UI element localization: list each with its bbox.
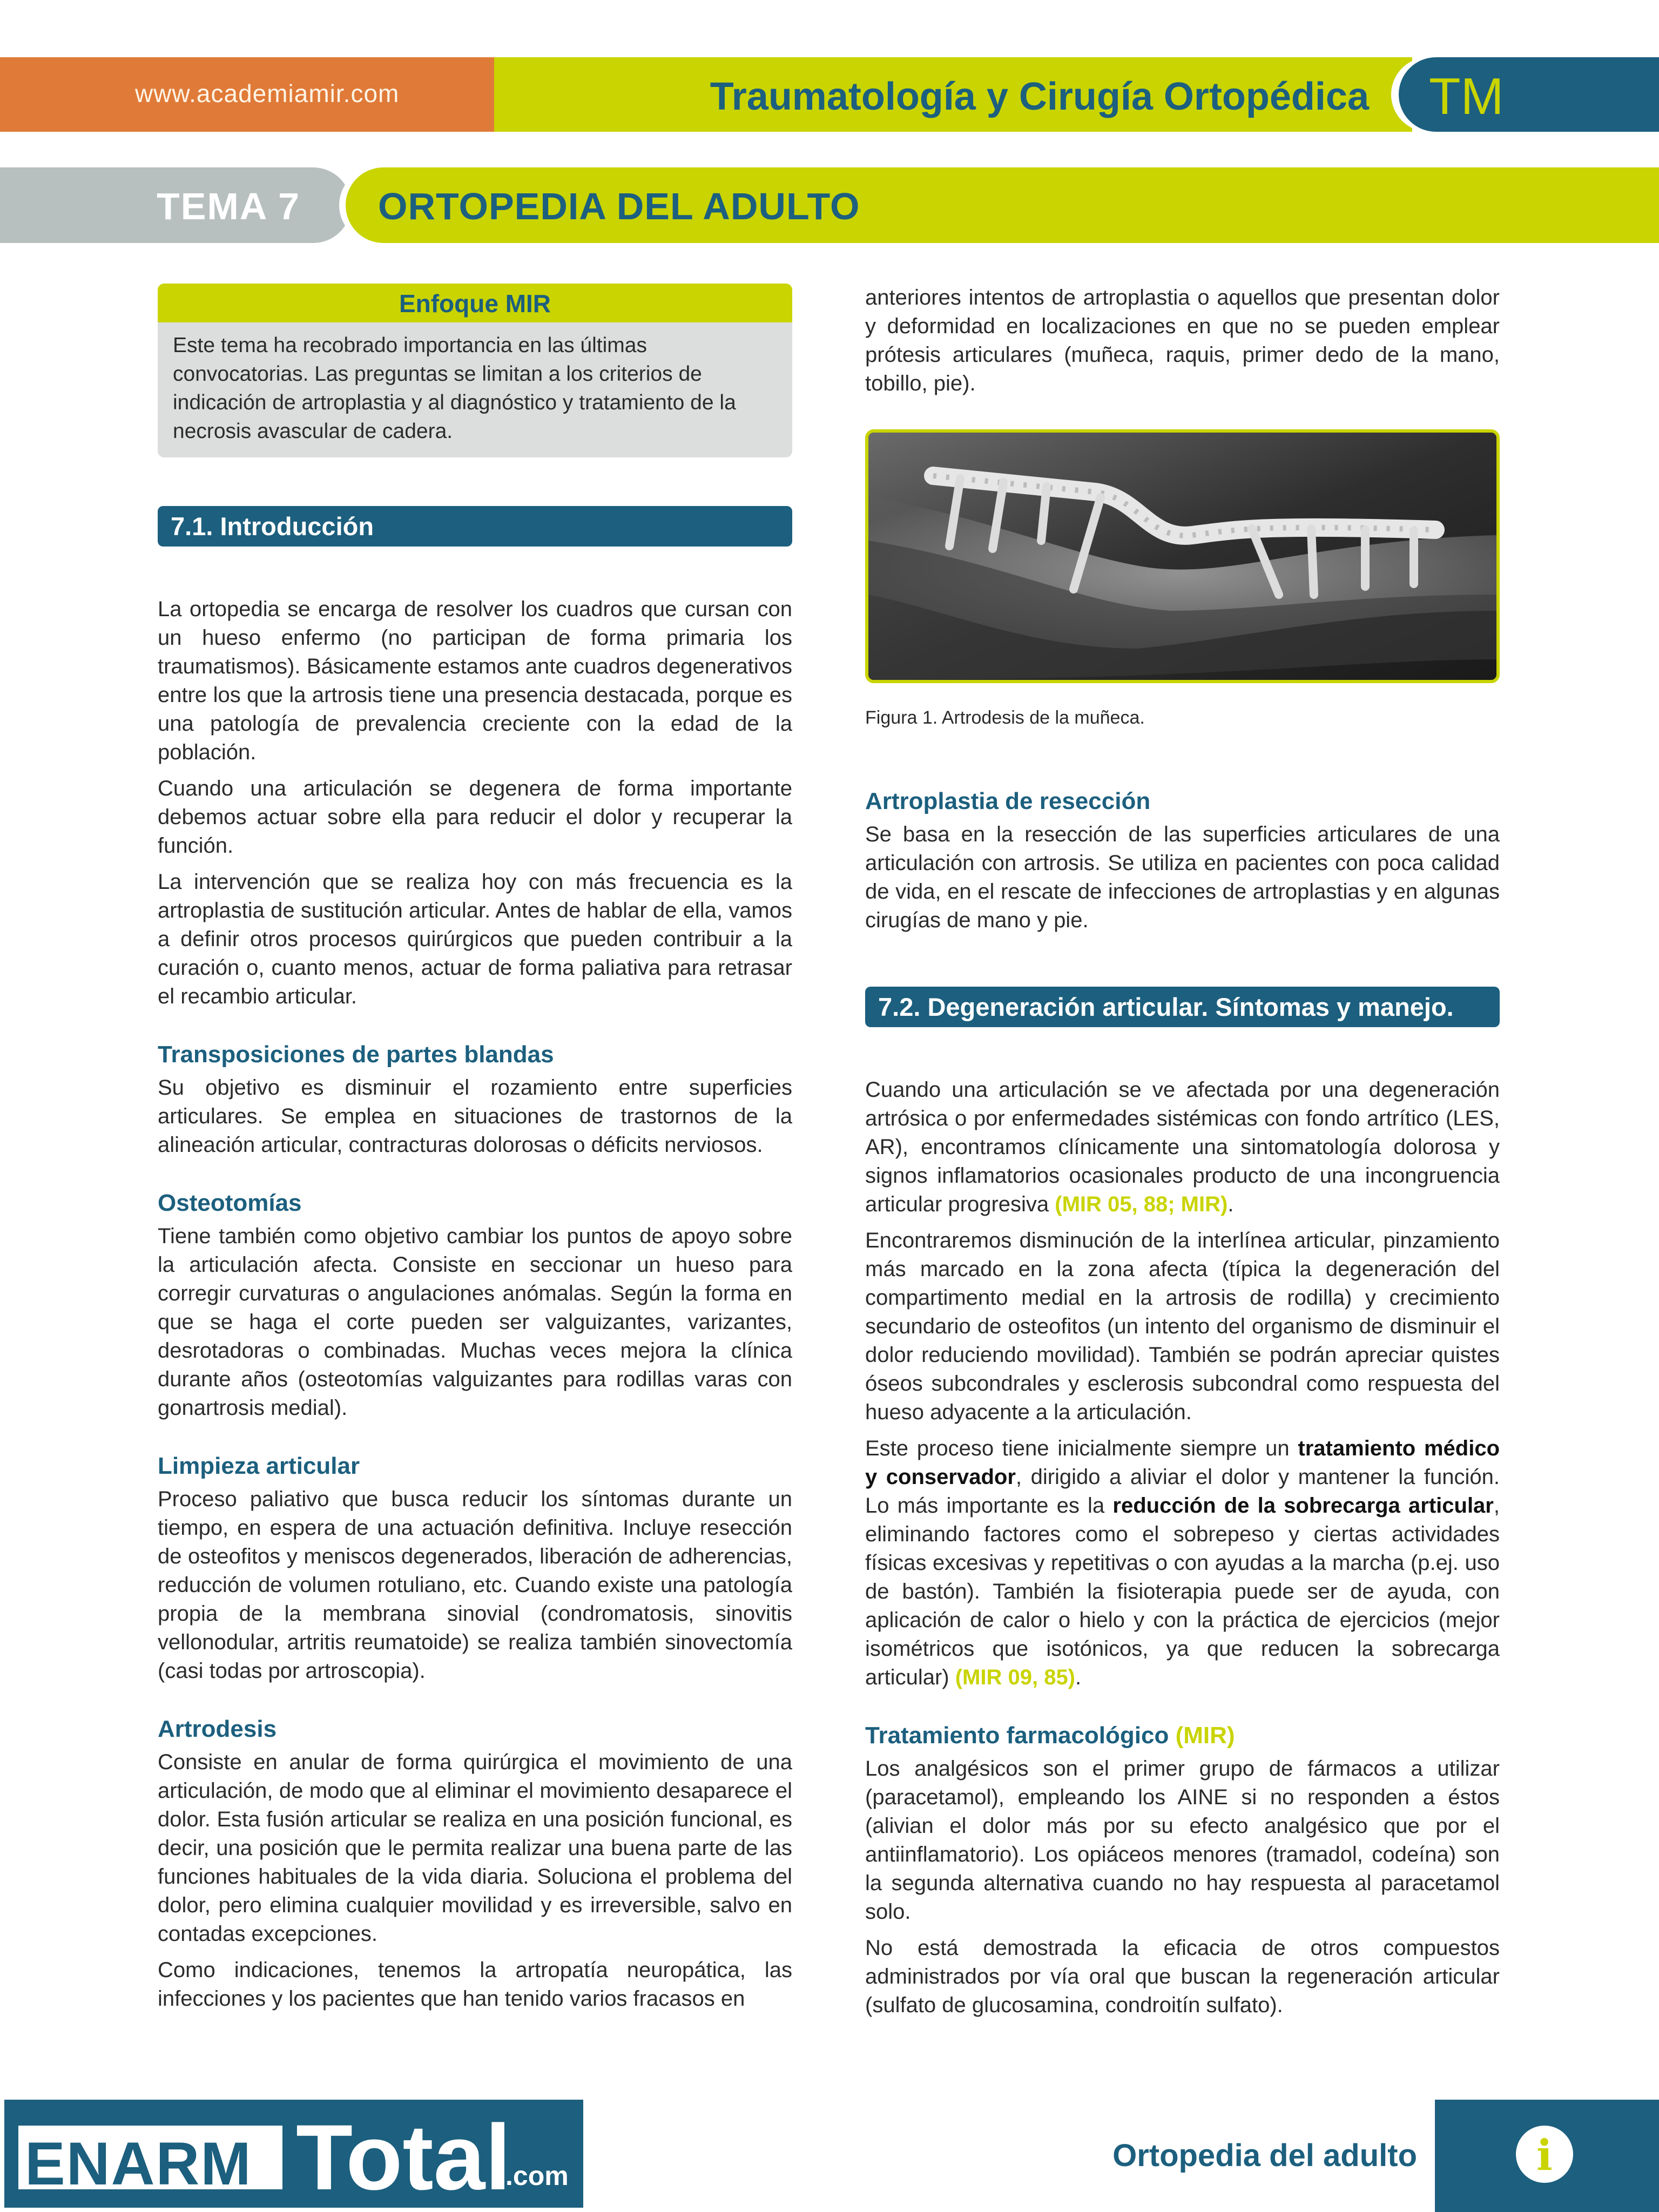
chapter-number-block [0, 167, 351, 243]
wrist-arthrodesis-xray-image [868, 433, 1496, 680]
subheading-reseccion: Artroplastia de resección [865, 788, 1151, 814]
text-run: , eliminando factores como el sobrepeso y ciertas actividades físicas excesivas y repetitivas o con ayudas a la marcha (p.ej. uso de bastón). También la fisioterapia puede ser de ayuda, con aplicación de calor o hielo y con la práctica de ejercicios (mejor isométricos que isotónicos, ya que reducen la sobrecarga articular) [865, 1494, 1500, 1689]
subject-code-badge [1399, 57, 1659, 132]
paragraph: Este proceso tiene inicialmente siempre un tratamiento médico y conservador, dirigido a aliviar el dolor y mantener la función. Lo más importante es la reducción de la sobrecarga articular, eliminando factores como el sobrepeso y ciertas actividades físicas excesivas y repetitivas o con ayudas a la marcha (p.ej. uso de bastón). También la fisioterapia puede ser de ayuda, con aplicación de calor o hielo y con la práctica de ejercicios (mejor isométricos que isotónicos, ya que reducen la sobrecarga articular) (MIR 09, 85). [865, 1437, 1500, 1689]
paragraph: Se basa en la resección de las superficies articulares de una articulación con artrosis. Se utiliza en pacientes con poca calidad de vida, en el rescate de infecciones de artroplastias y en algunas cirugías de mano y pie. [865, 822, 1500, 932]
subheading-osteotomias: Osteotomías [158, 1190, 302, 1216]
text-run: Este proceso tiene inicialmente siempre un [865, 1437, 1290, 1460]
mir-reference: (MIR 05, 88; MIR) [1055, 1192, 1228, 1216]
subheading-limpieza: Limpieza articular [158, 1453, 360, 1479]
enfoque-box [158, 284, 792, 457]
chapter-title: ORTOPEDIA DEL ADULTO [378, 185, 860, 227]
info-icon-glyph: i [1536, 2131, 1553, 2180]
footer-info-block [1435, 2100, 1659, 2212]
paragraph: Encontraremos disminución de la interlínea articular, pinzamiento más marcado en la zona afecta (típica la degeneración del compartimento medial en la artrosis de rodilla) y crecimiento secundario de osteofitos (un intento del organismo de disminuir el dolor reduciendo movilidad). También se podrán apreciar quistes óseos subcondrales y esclerosis subcondral como respuesta del hueso adyacente a la articulación. [865, 1229, 1500, 1424]
website-url[interactable]: www.academiamir.com [135, 79, 400, 107]
paragraph: Los analgésicos son el primer grupo de fármacos a utilizar (paracetamol), empleando los AINE si no responden a éstos (alivian el dolor más por su efecto analgésico que por el antiinflamatorio). Los opiáceos menores (tramadol, codeína) son la segunda alternativa cuando no hay respuesta al paracetamol solo. [865, 1757, 1500, 1924]
footer-chapter-name: Ortopedia del adulto [1112, 2138, 1417, 2173]
header-url-block [0, 57, 494, 132]
bold-text: reducción de la sobrecarga articular [1112, 1494, 1494, 1518]
right-column [865, 284, 1500, 2027]
logo-com-text: .com [505, 2161, 569, 2191]
section-heading-degeneracion: 7.2. Degeneración articular. Síntomas y manejo. [865, 987, 1500, 1027]
header-title-block [494, 57, 1412, 132]
logo-enarm-box [14, 2121, 287, 2197]
paragraph: anteriores intentos de artroplastia o aquellos que presentan dolor y deformidad en localizaciones en que no se pueden emplear prótesis articulares (muñeca, raquis, primer dedo de la mano, tobillo, pie). [865, 286, 1500, 395]
top-header [0, 57, 1659, 132]
heading-text: Tratamiento farmacológico [865, 1722, 1169, 1749]
logo-total-text: Total [296, 2106, 511, 2209]
subheading-transposiciones: Transposiciones de partes blandas [158, 1041, 554, 1068]
paragraph: No está demostrada la eficacia de otros compuestos administrados por vía oral que buscan la regeneración articular (sulfato de glucosamina, condroitín sulfato). [865, 1936, 1500, 2017]
paragraph: Su objetivo es disminuir el rozamiento entre superficies articulares. Se emplea en situaciones de trastornos de la alineación articular, contracturas dolorosas o déficits nerviosos. [158, 1076, 792, 1157]
figure-caption: Figura 1. Artrodesis de la muñeca. [865, 707, 1145, 728]
text-run: , dirigido a aliviar el dolor y mantener la función. Lo más importante es la [865, 1465, 1500, 1518]
chapter-number: TEMA 7 [157, 185, 301, 227]
text-run: Cuando una articulación se ve afectada por una degeneración artrósica o por enfermedades sistémicas con fondo artrítico (LES, AR), encontramos clínicamente una sintomatología dolorosa y signos inflamatorios ocasionales producto de una incongruencia articular progresiva [865, 1078, 1500, 1216]
enarm-total-logo [4, 2100, 583, 2208]
paragraph: Consiste en anular de forma quirúrgica el movimiento de una articulación, de modo que al eliminar el movimiento desaparece el dolor. Esta fusión articular se realiza en una posición funcional, es decir, una posición que le permita realizar una buena parte de las funciones habituales de la vida diaria. Soluciona el problema del dolor, pero elimina cualquier movilidad y es irreversible, salvo en contadas excepciones. [158, 1750, 792, 1946]
chapter-title-block [346, 167, 1659, 243]
bold-text: tratamiento médico y conservador [865, 1437, 1500, 1489]
paragraph: Proceso paliativo que busca reducir los síntomas durante un tiempo, en espera de una actuación definitiva. Incluye resección de osteofitos y meniscos degenerados, liberación de adherencias, reducción de volumen rotuliano, etc. Cuando existe una patología propia de la membrana sinovial (condromatosis, sinovitis vellonodular, artritis reumatoide) se realiza también sinovectomía (casi todas por artroscopia). [158, 1487, 792, 1683]
paragraph: La intervención que se realiza hoy con más frecuencia es la artroplastia de sustitución articular. Antes de hablar de ella, vamos a definir otros procesos quirúrgicos que pueden contribuir a la curación o, cuanto menos, actuar de forma paliativa para retrasar el recambio articular. [158, 870, 792, 1008]
logo-enarm-text: ENARM [25, 2130, 252, 2197]
enfoque-body: Este tema ha recobrado importancia en las últimas convocatorias. Las preguntas se limitan a los criterios de indicación de artroplastia y al diagnóstico y tratamiento de la necrosis avascular de cadera. [158, 322, 792, 457]
subheading-farmacologico [865, 1722, 1500, 1749]
info-icon[interactable] [1516, 2126, 1573, 2183]
mir-reference: (MIR 09, 85) [955, 1665, 1076, 1689]
chapter-bar [0, 167, 1659, 243]
enfoque-title: Enfoque MIR [158, 284, 792, 322]
subheading-artrodesis: Artrodesis [158, 1716, 277, 1742]
paragraph: La ortopedia se encarga de resolver los cuadros que cursan con un hueso enfermo (no participan de forma primaria los traumatismos). Básicamente estamos ante cuadros degenerativos entre los que la artrosis tiene una presencia destacada, porque es una patología de prevalencia creciente con la edad de la población. [158, 597, 792, 764]
subject-code: TM [1429, 68, 1504, 125]
paragraph: Cuando una articulación se ve afectada por una degeneración artrósica o por enfermedades sistémicas con fondo artrítico (LES, AR), encontramos clínicamente una sintomatología dolorosa y signos inflamatorios ocasionales producto de una incongruencia articular progresiva (MIR 05, 88; MIR). [865, 1078, 1500, 1216]
mir-reference: (MIR) [1175, 1722, 1235, 1749]
left-column [158, 284, 792, 2021]
xray-figure [865, 429, 1500, 683]
paragraph: Tiene también como objetivo cambiar los puntos de apoyo sobre la articulación afecta. Consiste en seccionar un hueso para corregir curvaturas o angulaciones anómalas. Según la forma en que se haga el corte pueden ser valguizantes, varizantes, desrotadoras o combinadas. Muchas veces mejora la clínica durante años (osteotomías valguizantes para rodillas varas con gonartrosis medial). [158, 1224, 792, 1420]
paragraph: Como indicaciones, tenemos la artropatía neuropática, las infecciones y los pacientes que han tenido varios fracasos en [158, 1958, 792, 2011]
subject-title: Traumatología y Cirugía Ortopédica [710, 75, 1369, 118]
section-heading-intro: 7.1. Introducción [158, 506, 792, 547]
paragraph: Cuando una articulación se degenera de forma importante debemos actuar sobre ella para reducir el dolor y recuperar la función. [158, 777, 792, 858]
